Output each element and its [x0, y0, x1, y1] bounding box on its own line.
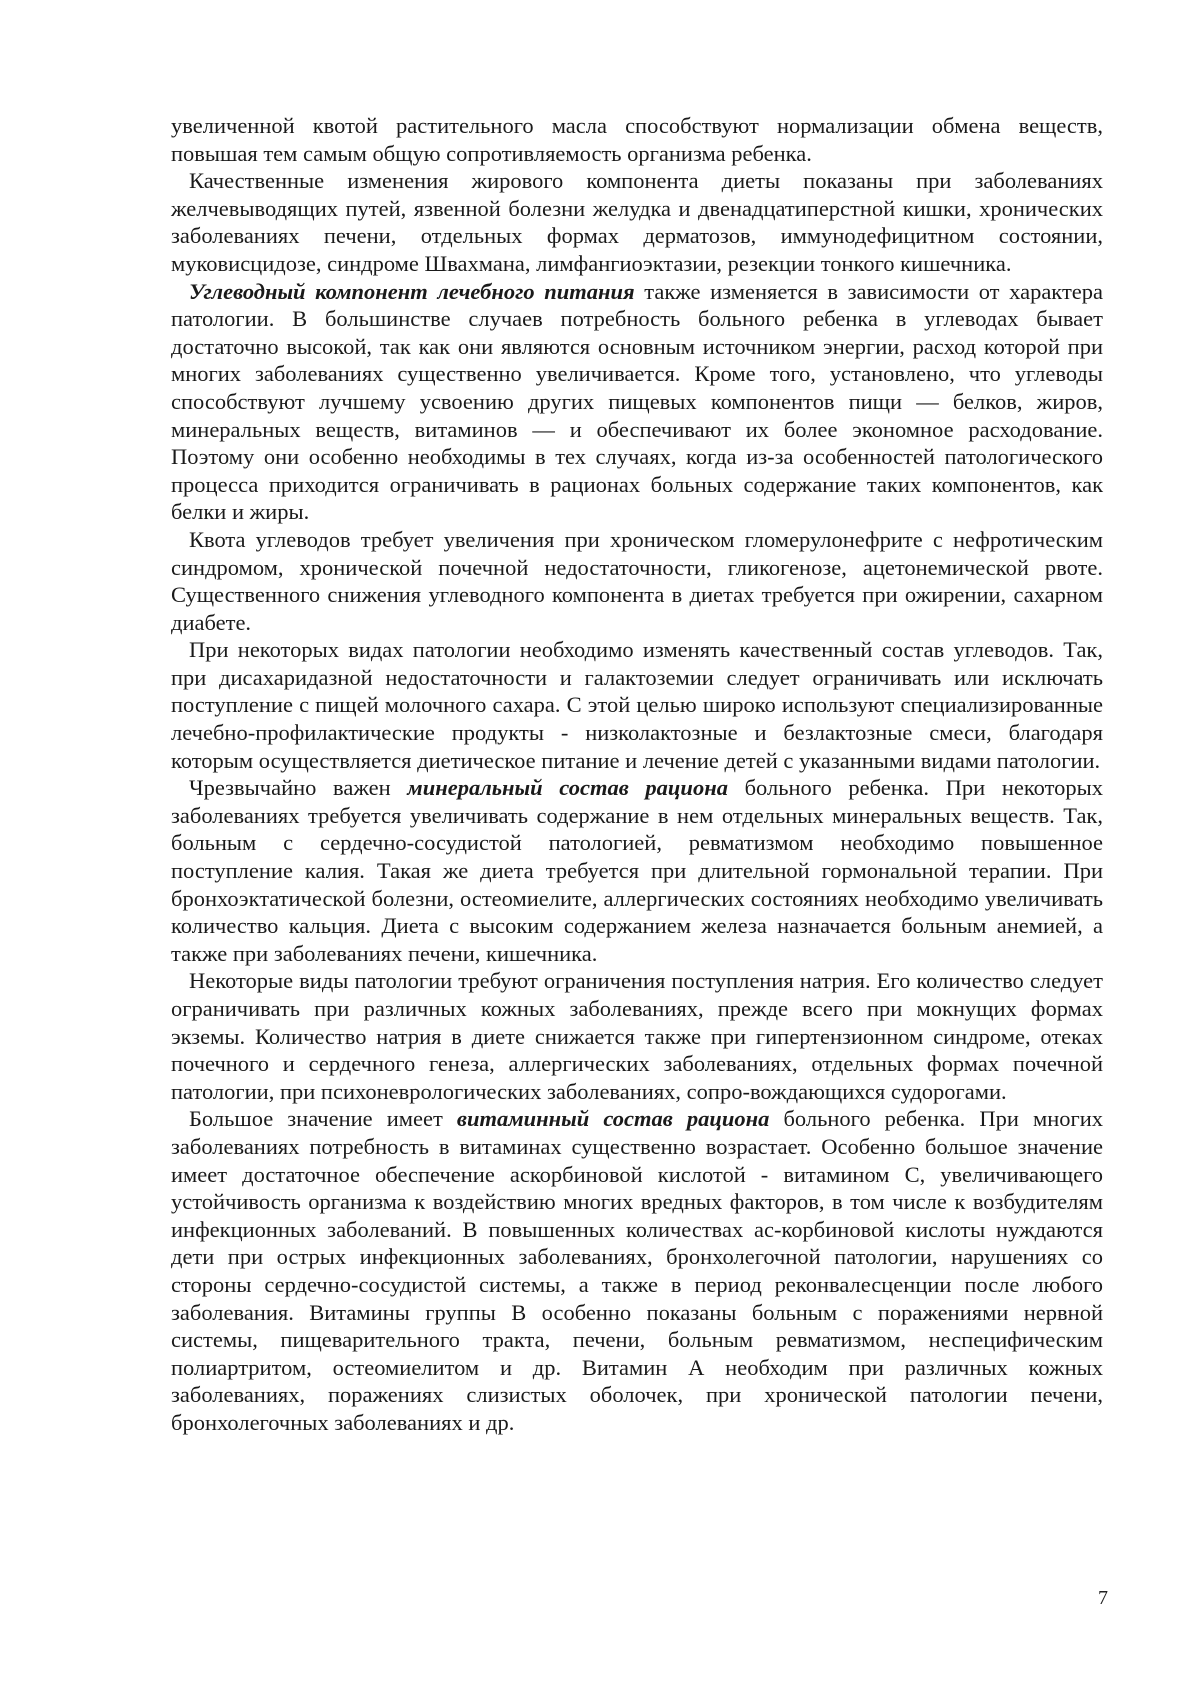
paragraph-2 — [171, 167, 1103, 277]
page-number: 7 — [1098, 1587, 1108, 1609]
paragraph-text: увеличенной квотой растительного масла способствуют нормализации обмена веществ, повышая тем самым общую сопротивляемость организма ребенка. — [171, 113, 1103, 166]
paragraph-text: больного ребенка. При некоторых заболеваниях требуется увеличивать содержание в нем отдельных минеральных веществ. Так, больным с сердечно-сосудистой патологией, ревматизмом необходимо повышенное поступление калия. Такая же диета требуется при длительной гормональной терапии. При бронхоэктатической болезни, остеомиелите, аллергических состояниях необходимо увеличивать количество кальция. Диета с высоким содержанием железа назначается больным анемией, а также при заболеваниях печени, кишечника. — [171, 775, 1103, 966]
paragraph-1 — [171, 112, 1103, 167]
paragraph-6 — [171, 774, 1103, 967]
paragraph-text: При некоторых видах патологии необходимо изменять качественный состав углеводов. Так, при дисахаридазной недостаточности и галактоземии следует ограничивать или исключать поступление с пищей молочного сахара. С этой целью широко используют специализированные лечебно-профилактические продукты - низколактозные и безлактозные смеси, благодаря которым осуществляется диетическое питание и лечение детей с указанными видами патологии. — [171, 637, 1103, 773]
paragraph-5 — [171, 636, 1103, 774]
emphasis-term: витаминный состав рациона — [456, 1106, 770, 1132]
paragraph-text: Некоторые виды патологии требуют ограничения поступления натрия. Его количество следует ограничивать при различных кожных заболеваниях, прежде всего при мокнущих формах экземы. Количество натрия в диете снижается также при гипертензионном синдроме, отеках почечного и сердечного генеза, аллергических заболеваниях, отдельных формах почечной патологии, при психоневрологических заболеваниях, сопро-вождающихся судорогами. — [171, 968, 1103, 1104]
paragraph-text: также изменяется в зависимости от характера патологии. В большинстве случаев потребность больного ребенка в углеводах бывает достаточно высокой, так как они являются основным источником энергии, расход которой при многих заболеваниях существенно увеличивается. Кроме того, установлено, что углеводы способствуют лучшему усвоению других пищевых компонентов пищи — белков, жиров, минеральных веществ, витаминов — и обеспечивают их более экономное расходование. Поэтому они особенно необходимы в тех случаях, когда из-за особенностей патологического процесса приходится ограничивать в рационах больных содержание таких компонентов, как белки и жиры. — [171, 278, 1103, 525]
paragraph-4 — [171, 526, 1103, 636]
document-body — [171, 112, 1103, 1437]
paragraph-text: Качественные изменения жирового компонента диеты показаны при заболеваниях желчевыводящих путей, язвенной болезни желудка и двенадцатиперстной кишки, хронических заболеваниях печени, отдельных формах дерматозов, иммунодефицитном состоянии, муковисцидозе, синдроме Швахмана, лимфангиоэктазии, резекции тонкого кишечника. — [171, 168, 1103, 276]
paragraph-7 — [171, 967, 1103, 1105]
paragraph-text: Большое значение имеет — [189, 1106, 457, 1132]
emphasis-term: Углеводный компонент лечебного питания — [189, 278, 635, 304]
paragraph-text: Квота углеводов требует увеличения при хроническом гломерулонефрите с нефротическим синдромом, хронической почечной недостаточности, гликогенозе, ацетонемической рвоте. Существенного снижения углеводного компонента в диетах требуется при ожирении, сахарном диабете. — [171, 526, 1103, 635]
paragraph-3 — [171, 278, 1103, 526]
paragraph-text: Чрезвычайно важен — [189, 775, 408, 801]
paragraph-8 — [171, 1105, 1103, 1436]
emphasis-term: минеральный состав рациона — [407, 775, 728, 801]
paragraph-text: больного ребенка. При многих заболеваниях потребность в витаминах существенно возрастает. Особенно большое значение имеет достаточное обеспечение аскорбиновой кислотой - витамином С, увеличивающего устойчивость организма к воздействию многих вредных факторов, в том числе к возбудителям инфекционных заболеваний. В повышенных количествах ас-корбиновой кислоты нуждаются дети при острых инфекционных заболеваниях, бронхолегочной патологии, нарушениях со стороны сердечно-сосудистой системы, а также в период реконвалесценции после любого заболевания. Витамины группы В особенно показаны больным с поражениями нервной системы, пищеварительного тракта, печени, больным ревматизмом, неспецифическим полиартритом, остеомиелитом и др. Витамин А необходим при различных кожных заболеваниях, поражениях слизистых оболочек, при хронической патологии печени, бронхолегочных заболеваниях и др. — [171, 1106, 1104, 1435]
